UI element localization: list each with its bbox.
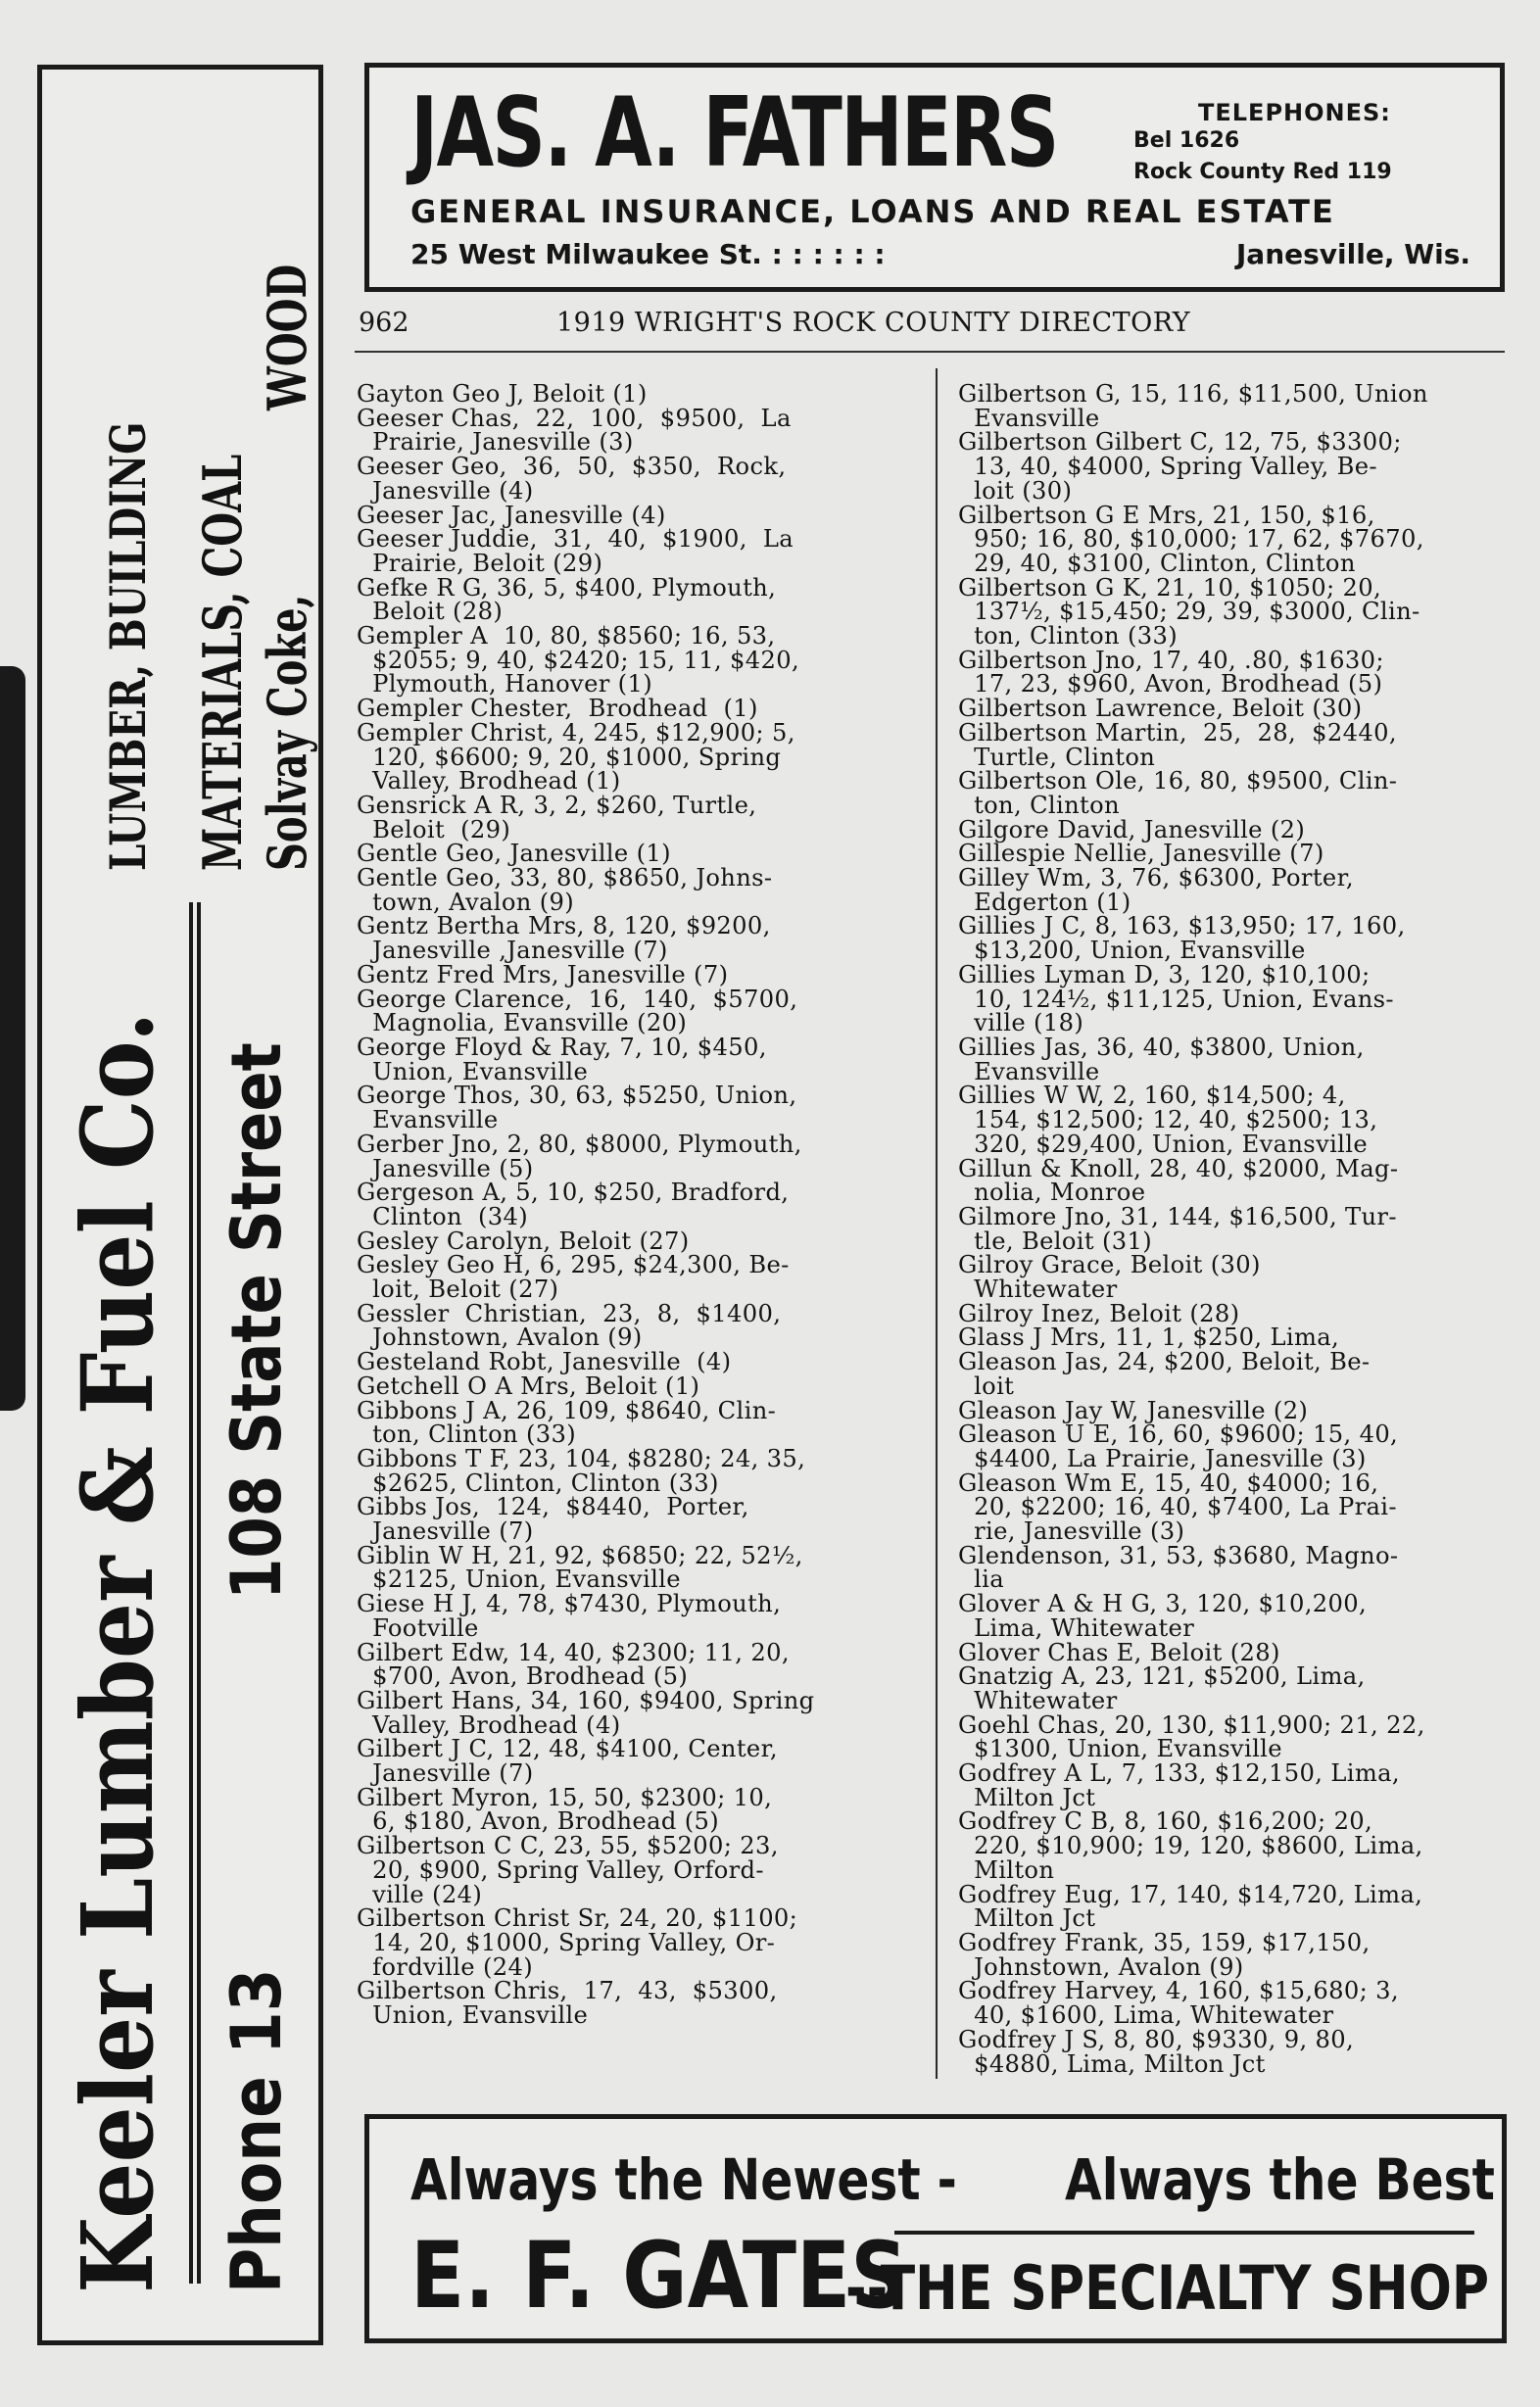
directory-line: Gilbertson Jno, 17, 40, .80, $1630;	[958, 646, 1384, 674]
directory-line: ton, Clinton (33)	[958, 622, 1179, 650]
directory-line: Gerber Jno, 2, 80, $8000, Plymouth,	[357, 1130, 802, 1158]
directory-line: Valley, Brodhead (1)	[357, 767, 621, 795]
directory-line: Gilbertson Chris, 17, 43, $5300,	[357, 1977, 778, 2005]
directory-line: 320, $29,400, Union, Evansville	[958, 1130, 1369, 1158]
directory-line: Janesville (7)	[357, 1759, 534, 1788]
top-ad-tel-rock: Rock County Red 119	[1133, 160, 1392, 184]
directory-line: Milton Jct	[958, 1783, 1096, 1811]
side-ad-line2: MATERIALS, COAL	[191, 454, 254, 871]
directory-line: $700, Avon, Brodhead (5)	[357, 1662, 689, 1691]
directory-line: Edgerton (1)	[958, 888, 1131, 916]
header-rule	[355, 351, 1505, 353]
directory-line: Gilbert Hans, 34, 160, $9400, Spring	[357, 1686, 815, 1714]
directory-line: Gilbertson Gilbert C, 12, 75, $3300;	[958, 428, 1402, 457]
directory-line: 14, 20, $1000, Spring Valley, Or-	[357, 1929, 776, 1956]
directory-line: Gibbons T F, 23, 104, $8280; 24, 35,	[357, 1444, 806, 1472]
top-ad-tel-bell: Bel 1626	[1133, 128, 1240, 153]
directory-line: Godfrey C B, 8, 160, $16,200; 20,	[958, 1807, 1373, 1836]
directory-line: 40, $1600, Lima, Whitewater	[958, 2001, 1334, 2030]
bottom-ad-rule	[894, 2231, 1474, 2235]
directory-line: tle, Beloit (31)	[958, 1227, 1153, 1255]
directory-line: Beloit (28)	[357, 598, 504, 626]
directory-line: Goehl Chas, 20, 130, $11,900; 21, 22,	[958, 1710, 1425, 1739]
directory-line: loit (30)	[958, 476, 1073, 505]
running-header	[359, 308, 1505, 343]
directory-line: Godfrey A L, 7, 133, $12,150, Lima,	[958, 1759, 1400, 1788]
page-number: 962	[359, 308, 409, 338]
directory-line: Janesville (7)	[357, 1517, 534, 1546]
directory-line: Lima, Whitewater	[958, 1613, 1195, 1642]
directory-line: Gilgore David, Janesville (2)	[958, 815, 1306, 843]
side-ad-phone: Phone 13	[217, 1968, 297, 2293]
directory-line: Gilbert Edw, 14, 40, $2300; 11, 20,	[357, 1638, 790, 1666]
directory-line: fordville (24)	[357, 1952, 534, 1981]
directory-line: Gempler Chester, Brodhead (1)	[357, 695, 758, 723]
directory-line: Geeser Juddie, 31, 40, $1900, La	[357, 525, 794, 554]
directory-line: 220, $10,900; 19, 120, $8600, Lima,	[958, 1832, 1423, 1860]
directory-line: Gensrick A R, 3, 2, $260, Turtle,	[357, 791, 757, 819]
directory-line: Gibbs Jos, 124, $8440, Porter,	[357, 1493, 749, 1521]
directory-line: Prairie, Janesville (3)	[357, 428, 634, 457]
directory-line: $13,200, Union, Evansville	[958, 937, 1306, 965]
side-ad-line3b: WOOD	[256, 264, 318, 410]
directory-line: Gilbertson Ole, 16, 80, $9500, Clin-	[958, 767, 1398, 795]
directory-line: Gillies Lyman D, 3, 120, $10,100;	[958, 960, 1371, 988]
directory-line: Milton	[958, 1855, 1055, 1884]
directory-line: Godfrey J S, 8, 80, $9330, 9, 80,	[958, 2025, 1355, 2053]
directory-line: Magnolia, Evansville (20)	[357, 1009, 688, 1037]
directory-line: Clinton (34)	[357, 1202, 529, 1230]
directory-line: Geeser Geo, 36, 50, $350, Rock,	[357, 453, 787, 481]
directory-line: 137½, $15,450; 29, 39, $3000, Clin-	[958, 598, 1420, 626]
directory-line: Gleason Jas, 24, $200, Beloit, Be-	[958, 1348, 1371, 1376]
directory-line: ton, Clinton (33)	[357, 1420, 577, 1449]
directory-line: $4400, La Prairie, Janesville (3)	[958, 1444, 1367, 1472]
directory-line: Gempler Christ, 4, 245, $12,900; 5,	[357, 718, 795, 746]
directory-line: Evansville	[357, 1106, 499, 1134]
directory-line: $2055; 9, 40, $2420; 15, 11, $420,	[357, 646, 800, 674]
directory-line: Gesley Geo H, 6, 295, $24,300, Be-	[357, 1251, 790, 1279]
directory-line: 20, $2200; 16, 40, $7400, La Prai-	[958, 1493, 1397, 1521]
directory-line: Gilbert J C, 12, 48, $4100, Center,	[357, 1735, 778, 1763]
directory-line: Gillun & Knoll, 28, 40, $2000, Mag-	[958, 1154, 1399, 1182]
directory-line: Gentle Geo, 33, 80, $8650, Johns-	[357, 864, 773, 892]
bottom-ad-line2a: E. F. GATES	[410, 2223, 908, 2330]
directory-line: 120, $6600; 9, 20, $1000, Spring	[357, 743, 782, 771]
directory-line: Gilmore Jno, 31, 144, $16,500, Tur-	[958, 1202, 1397, 1230]
directory-line: Johnstown, Avalon (9)	[958, 1952, 1244, 1981]
top-ad-telephones-heading: TELEPHONES:	[1198, 99, 1391, 126]
directory-line: 13, 40, $4000, Spring Valley, Be-	[958, 453, 1377, 481]
top-ad-name: JAS. A. FATHERS	[410, 77, 1058, 189]
side-ad-rule-2	[197, 902, 201, 2284]
directory-line: $4880, Lima, Milton Jct	[958, 2049, 1266, 2078]
directory-line: Gempler A 10, 80, $8560; 16, 53,	[357, 622, 776, 650]
directory-line: rie, Janesville (3)	[958, 1517, 1185, 1546]
directory-line: Gnatzig A, 23, 121, $5200, Lima,	[958, 1662, 1366, 1691]
directory-line: Evansville	[958, 404, 1100, 432]
directory-line: Gesteland Robt, Janesville (4)	[357, 1348, 732, 1376]
directory-line: 950; 16, 80, $10,000; 17, 62, $7670,	[958, 525, 1424, 554]
directory-column-right	[958, 382, 1526, 2076]
directory-line: Gentz Fred Mrs, Janesville (7)	[357, 960, 729, 988]
directory-line: Prairie, Beloit (29)	[357, 549, 603, 577]
directory-line: Gleason U E, 16, 60, $9600; 15, 40,	[958, 1420, 1399, 1449]
side-ad-rule	[189, 902, 193, 2284]
directory-line: Gilbertson G K, 21, 10, $1050; 20,	[958, 573, 1382, 602]
side-ad-company: Keeler Lumber & Fuel Co.	[60, 1011, 175, 2293]
directory-line: Gentle Geo, Janesville (1)	[357, 840, 671, 868]
directory-line: Giese H J, 4, 78, $7430, Plymouth,	[357, 1590, 782, 1618]
directory-line: $2625, Clinton, Clinton (33)	[357, 1468, 719, 1497]
directory-line: 10, 124½, $11,125, Union, Evans-	[958, 985, 1394, 1013]
directory-line: Gefke R G, 36, 5, $400, Plymouth,	[357, 573, 777, 602]
directory-line: Gayton Geo J, Beloit (1)	[357, 380, 648, 408]
directory-line: 154, $12,500; 12, 40, $2500; 13,	[958, 1106, 1378, 1134]
directory-line: Gleason Wm E, 15, 40, $4000; 16,	[958, 1468, 1379, 1497]
directory-line: Godfrey Eug, 17, 140, $14,720, Lima,	[958, 1880, 1423, 1908]
directory-line: George Clarence, 16, 140, $5700,	[357, 985, 798, 1013]
directory-line: Gessler Christian, 23, 8, $1400,	[357, 1299, 782, 1327]
top-ad-address: 25 West Milwaukee St. : : : : : :	[410, 238, 886, 270]
directory-line: Gillies J C, 8, 163, $13,950; 17, 160,	[958, 912, 1406, 940]
page-title: 1919 WRIGHT'S ROCK COUNTY DIRECTORY	[556, 308, 1191, 338]
directory-line: George Thos, 30, 63, $5250, Union,	[357, 1082, 797, 1110]
directory-line: 20, $900, Spring Valley, Orford-	[357, 1855, 764, 1884]
side-ad-line3: Solvay Coke,	[256, 594, 318, 871]
directory-line: Gilbertson Lawrence, Beloit (30)	[958, 695, 1363, 723]
directory-line: Gilbertson G, 15, 116, $11,500, Union	[958, 380, 1428, 408]
directory-line: $2125, Union, Evansville	[357, 1565, 681, 1594]
directory-line: Gilbert Myron, 15, 50, $2300; 10,	[357, 1783, 773, 1811]
directory-line: nolia, Monroe	[958, 1179, 1146, 1207]
directory-line: ville (18)	[958, 1009, 1084, 1037]
directory-line: Gilroy Inez, Beloit (28)	[958, 1299, 1240, 1327]
directory-line: George Floyd & Ray, 7, 10, $450,	[357, 1033, 767, 1061]
directory-line: Milton Jct	[958, 1904, 1096, 1933]
directory-line: Union, Evansville	[357, 2001, 589, 2030]
directory-line: Gilbertson C C, 23, 55, $5200; 23,	[357, 1832, 779, 1860]
side-ad-line1: LUMBER, BUILDING	[99, 421, 157, 871]
bottom-ad-line2b: --THE SPECIALTY SHOP	[845, 2252, 1490, 2324]
directory-line: Gilbertson Martin, 25, 28, $2440,	[958, 718, 1397, 746]
directory-line: town, Avalon (9)	[357, 888, 575, 916]
directory-line: Valley, Brodhead (4)	[357, 1710, 621, 1739]
top-ad-business: GENERAL INSURANCE, LOANS AND REAL ESTATE	[410, 193, 1335, 230]
directory-line: $1300, Union, Evansville	[958, 1735, 1282, 1763]
directory-column-left	[357, 382, 925, 2028]
directory-line: Geeser Chas, 22, 100, $9500, La	[357, 404, 792, 432]
directory-line: 29, 40, $3100, Clinton, Clinton	[958, 549, 1356, 577]
directory-line: Glover A & H G, 3, 120, $10,200,	[958, 1590, 1368, 1618]
directory-line: Gentz Bertha Mrs, 8, 120, $9200,	[357, 912, 771, 940]
directory-line: loit, Beloit (27)	[357, 1276, 559, 1304]
directory-line: Footville	[357, 1613, 479, 1642]
directory-line: ville (24)	[357, 1880, 483, 1908]
directory-line: Gilbertson Christ Sr, 24, 20, $1100;	[357, 1904, 798, 1933]
directory-line: Gilroy Grace, Beloit (30)	[958, 1251, 1261, 1279]
directory-line: Whitewater	[958, 1686, 1118, 1714]
bottom-ad-line1b: Always the Best	[1065, 2146, 1495, 2213]
directory-line: ton, Clinton	[958, 791, 1120, 819]
directory-line: Geeser Jac, Janesville (4)	[357, 501, 666, 529]
directory-line: Beloit (29)	[357, 815, 511, 843]
directory-line: Glass J Mrs, 11, 1, $250, Lima,	[958, 1324, 1340, 1352]
directory-line: Johnstown, Avalon (9)	[357, 1324, 643, 1352]
directory-line: Whitewater	[958, 1276, 1118, 1304]
directory-line: Gillies W W, 2, 160, $14,500; 4,	[958, 1082, 1346, 1110]
directory-line: Gillies Jas, 36, 40, $3800, Union,	[958, 1033, 1365, 1061]
directory-line: Plymouth, Hanover (1)	[357, 670, 652, 698]
directory-line: Giblin W H, 21, 92, $6850; 22, 52½,	[357, 1541, 803, 1569]
directory-line: Glendenson, 31, 53, $3680, Magno-	[958, 1541, 1399, 1569]
directory-line: Gilley Wm, 3, 76, $6300, Porter,	[958, 864, 1354, 892]
bottom-advertisement	[364, 2114, 1507, 2343]
directory-line: Gleason Jay W, Janesville (2)	[958, 1396, 1309, 1424]
directory-line: 6, $180, Avon, Brodhead (5)	[357, 1807, 720, 1836]
directory-line: Gillespie Nellie, Janesville (7)	[958, 840, 1324, 868]
directory-line: Janesville (5)	[357, 1154, 534, 1182]
directory-line: Janesville (4)	[357, 476, 534, 505]
directory-line: 17, 23, $960, Avon, Brodhead (5)	[958, 670, 1383, 698]
directory-line: lia	[958, 1565, 1005, 1594]
directory-line: Glover Chas E, Beloit (28)	[958, 1638, 1280, 1666]
directory-line: Gergeson A, 5, 10, $250, Bradford,	[357, 1179, 790, 1207]
bottom-ad-line1a: Always the Newest -	[410, 2146, 957, 2213]
directory-line: Union, Evansville	[357, 1057, 589, 1085]
directory-line: Evansville	[958, 1057, 1100, 1085]
directory-line: Godfrey Harvey, 4, 160, $15,680; 3,	[958, 1977, 1399, 2005]
top-advertisement	[364, 63, 1505, 292]
directory-line: loit	[958, 1372, 1015, 1400]
directory-line: Turtle, Clinton	[958, 743, 1156, 771]
side-advertisement	[37, 65, 323, 2345]
directory-line: Getchell O A Mrs, Beloit (1)	[357, 1372, 700, 1400]
top-ad-city: Janesville, Wis.	[1235, 238, 1470, 270]
page-edge-tab	[0, 666, 25, 1411]
directory-line: Gibbons J A, 26, 109, $8640, Clin-	[357, 1396, 777, 1424]
side-ad-address: 108 State Street	[217, 1042, 297, 1600]
column-divider	[936, 368, 938, 2079]
directory-line: Gesley Carolyn, Beloit (27)	[357, 1227, 690, 1255]
directory-line: Godfrey Frank, 35, 159, $17,150,	[958, 1929, 1371, 1956]
directory-line: Gilbertson G E Mrs, 21, 150, $16,	[958, 501, 1375, 529]
directory-line: Janesville ,Janesville (7)	[357, 937, 668, 965]
